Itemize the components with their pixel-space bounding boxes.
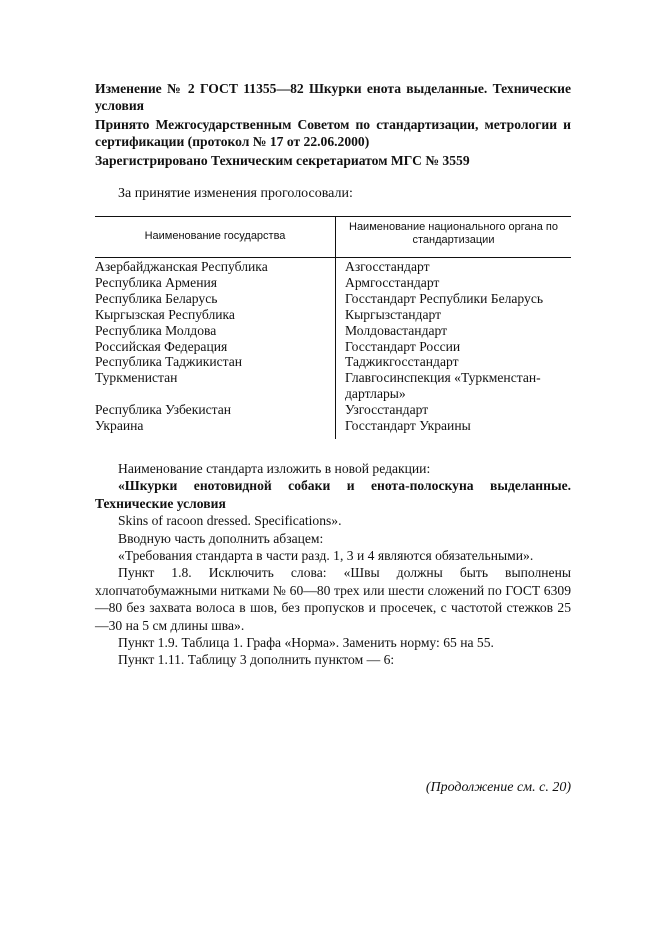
state-cell (95, 386, 335, 402)
paragraph-mandatory-requirements: «Требования стандарта в части разд. 1, 3 и 4 являются обязательными». (118, 548, 534, 564)
state-cell: Республика Беларусь (95, 290, 218, 306)
amendment-title: Изменение № 2 ГОСТ 11355—82 Шкурки енота выделанные. Технические условия (95, 81, 571, 113)
table-row (95, 259, 571, 275)
table-row (95, 386, 571, 402)
table-top-rule (95, 216, 571, 217)
body-cell: Молдовастандарт (345, 322, 448, 338)
adoption-statement: Принято Межгосударственным Советом по стандартизации, метрологии и сертификации (протокол № 17 от 22.06.2000) (95, 117, 571, 149)
paragraph-clause-1-11: Пункт 1.11. Таблицу 3 дополнить пунктом — 6: (118, 652, 395, 668)
voting-intro: За принятие изменения проголосовали: (118, 186, 353, 201)
body-cell: Азгосстандарт (345, 259, 430, 274)
paragraph-title-change: Наименование стандарта изложить в новой редакции: (118, 461, 431, 476)
table-row (95, 402, 571, 418)
registration-statement: Зарегистрировано Техническим секретариатом МГС № 3559 (95, 153, 470, 168)
column-header-state: Наименование государства (144, 230, 286, 242)
paragraph-clause-1-8: Пункт 1.8. Исключить слова: «Швы должны быть выполнены хлопчатобумажными нитками № 60—80 трех или шести сложений по ГОСТ 6309—80 без захвата волоса в шов, без пропусков и просечек, с частотой стежков 25—30 на 5 см длины шва». (95, 565, 571, 633)
state-cell: Азербайджанская Республика (95, 259, 268, 274)
paragraph-clause-1-9: Пункт 1.9. Таблица 1. Графа «Норма». Заменить норму: 65 на 55. (118, 635, 494, 651)
column-header-body: Наименование национального органа по стандартизации (349, 221, 558, 246)
state-cell: Республика Таджикистан (95, 354, 243, 370)
body-cell: Таджикгосстандарт (345, 354, 459, 370)
paragraph-new-title: «Шкурки енотовидной собаки и енота-полоскуна выделанные. Технические условия (95, 478, 571, 511)
state-cell: Кыргызская Республика (95, 306, 235, 322)
state-cell: Украина (95, 418, 144, 434)
paragraph-intro-addition: Вводную часть дополнить абзацем: (118, 530, 324, 546)
body-cell: Госстандарт России (345, 338, 461, 354)
body-cell: Госстандарт Республики Беларусь (345, 290, 544, 306)
body-cell: Кыргызстандарт (345, 306, 442, 322)
body-cell: дартлары» (345, 386, 406, 402)
body-cell: Узгосстандарт (345, 402, 429, 418)
table-row (95, 291, 571, 307)
table-header-rule (95, 257, 571, 258)
table-row (95, 370, 571, 386)
table-row (95, 418, 571, 434)
table-row (95, 323, 571, 339)
body-cell: Армгосстандарт (345, 274, 440, 290)
table-row (95, 339, 571, 355)
amendment-body (95, 460, 571, 669)
table-row (95, 307, 571, 323)
state-cell: Туркменистан (95, 370, 178, 386)
state-cell: Республика Молдова (95, 322, 217, 338)
table-rows (95, 259, 571, 434)
state-cell: Российская Федерация (95, 338, 228, 354)
state-cell: Республика Узбекистан (95, 402, 232, 418)
state-cell: Республика Армения (95, 274, 217, 290)
body-cell: Главгосинспекция «Туркменстан- (345, 370, 541, 386)
body-cell: Госстандарт Украины (345, 418, 471, 434)
continuation-note: (Продолжение см. с. 20) (425, 780, 571, 795)
paragraph-english-title: Skins of racoon dressed. Specifications». (118, 513, 342, 529)
table-row (95, 354, 571, 370)
table-row (95, 275, 571, 291)
